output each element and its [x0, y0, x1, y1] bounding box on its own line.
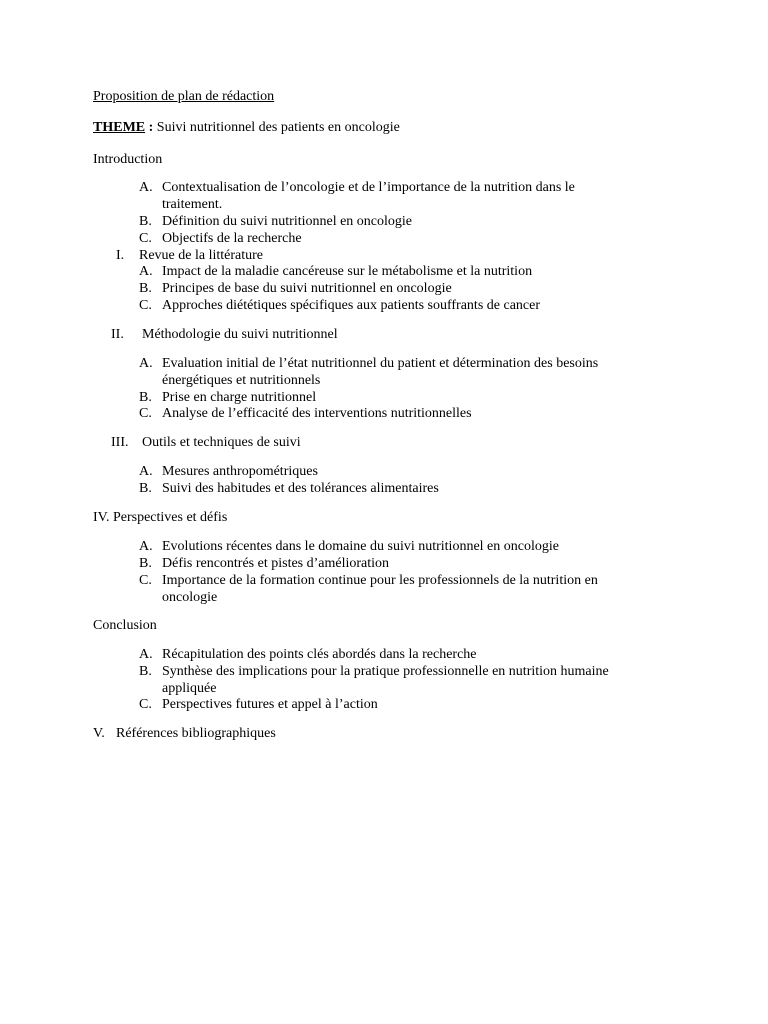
list-item: Synthèse des implications pour la pratique professionnelle en nutrition humaine: [162, 664, 609, 679]
list-marker: A.: [139, 264, 153, 279]
list-marker: A.: [139, 180, 153, 195]
section-title: Revue de la littérature: [139, 248, 263, 263]
section-marker: V.: [93, 726, 105, 741]
list-marker: B.: [139, 556, 152, 571]
list-item: Evaluation initial de l’état nutritionnel du patient et détermination des besoins: [162, 356, 599, 371]
list-item: Prise en charge nutritionnel: [162, 390, 317, 405]
list-marker: B.: [139, 481, 152, 496]
list-item-continuation: appliquée: [162, 681, 217, 696]
list-marker: B.: [139, 390, 152, 405]
section-title: Méthodologie du suivi nutritionnel: [142, 327, 338, 342]
theme-label: THEME: [93, 120, 146, 135]
list-marker: C.: [139, 697, 152, 712]
list-item: Contextualisation de l’oncologie et de l’importance de la nutrition dans le: [162, 180, 575, 195]
theme-separator: :: [145, 120, 157, 135]
section-marker: I.: [116, 248, 125, 263]
list-item: Evolutions récentes dans le domaine du suivi nutritionnel en oncologie: [162, 539, 559, 554]
list-marker: A.: [139, 539, 153, 554]
list-item: Principes de base du suivi nutritionnel en oncologie: [162, 281, 452, 296]
section-title: Références bibliographiques: [116, 726, 276, 741]
list-marker: B.: [139, 664, 152, 679]
list-item: Approches diététiques spécifiques aux patients souffrants de cancer: [162, 298, 540, 313]
document-header: Proposition de plan de rédaction: [93, 89, 275, 104]
list-marker: C.: [139, 298, 152, 313]
list-item: Objectifs de la recherche: [162, 231, 302, 246]
list-item: Récapitulation des points clés abordés dans la recherche: [162, 647, 477, 662]
section-marker: II.: [111, 327, 124, 342]
section-marker: III.: [111, 435, 129, 450]
list-item: Importance de la formation continue pour les professionnels de la nutrition en: [162, 573, 598, 588]
list-item-continuation: oncologie: [162, 590, 218, 605]
list-item: Définition du suivi nutritionnel en oncologie: [162, 214, 413, 229]
list-item: Impact de la maladie cancéreuse sur le métabolisme et la nutrition: [162, 264, 533, 279]
conclusion-title: Conclusion: [93, 618, 157, 633]
list-marker: B.: [139, 281, 152, 296]
list-marker: B.: [139, 214, 152, 229]
list-marker: A.: [139, 464, 153, 479]
list-marker: C.: [139, 231, 152, 246]
list-item-continuation: traitement.: [162, 197, 223, 212]
list-item-continuation: énergétiques et nutritionnels: [162, 373, 321, 388]
list-marker: A.: [139, 647, 153, 662]
theme-line: [93, 119, 400, 136]
list-item: Mesures anthropométriques: [162, 464, 318, 479]
list-marker: A.: [139, 356, 153, 371]
section-title: Outils et techniques de suivi: [142, 435, 301, 450]
list-marker: C.: [139, 406, 152, 421]
list-item: Suivi des habitudes et des tolérances alimentaires: [162, 481, 439, 496]
list-item: Défis rencontrés et pistes d’amélioration: [162, 556, 390, 571]
list-marker: C.: [139, 573, 152, 588]
section-title: IV. Perspectives et défis: [93, 510, 228, 525]
introduction-title: Introduction: [93, 152, 163, 167]
list-item: Perspectives futures et appel à l’action: [162, 697, 378, 712]
theme-value: Suivi nutritionnel des patients en oncologie: [156, 120, 400, 135]
list-item: Analyse de l’efficacité des interventions nutritionnelles: [162, 406, 472, 421]
